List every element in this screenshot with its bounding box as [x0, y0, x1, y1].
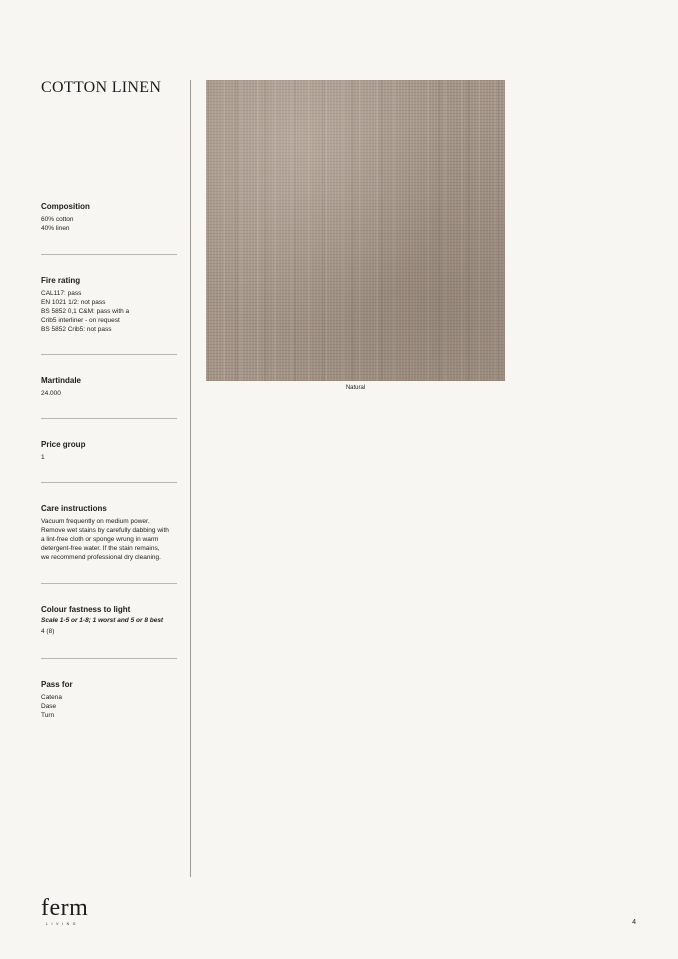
fire-rating-section [41, 276, 177, 334]
care-section [41, 504, 177, 562]
fire-rating-line: BS 5852 Crib5: not pass [41, 326, 112, 333]
fire-rating-line: CAL117: pass [41, 290, 82, 297]
section-divider [41, 354, 177, 355]
section-divider [41, 583, 177, 584]
pass-for-item: Turn [41, 712, 55, 719]
care-heading: Care instructions [41, 504, 107, 513]
martindale-value: 24.000 [41, 390, 61, 397]
pass-for-section [41, 680, 177, 720]
colour-fastness-heading: Colour fastness to light [41, 605, 131, 614]
price-group-section [41, 440, 177, 462]
composition-section [41, 202, 177, 233]
section-divider [41, 254, 177, 255]
pass-for-heading: Pass for [41, 680, 73, 689]
ferm-living-logo [41, 896, 101, 930]
martindale-heading: Martindale [41, 376, 82, 385]
colour-fastness-scale: Scale 1-5 or 1-8; 1 worst and 5 or 8 best [41, 617, 164, 624]
price-group-heading: Price group [41, 440, 86, 449]
logo-wordmark: ferm [41, 895, 89, 921]
pass-for-item: Catena [41, 694, 62, 701]
composition-line: 60% cotton [41, 216, 74, 223]
section-divider [41, 482, 177, 483]
logo-subtitle: LIVING [46, 922, 80, 926]
fire-rating-line: EN 1021 1/2: not pass [41, 299, 106, 306]
care-line: detergent-free water. If the stain remains, [41, 545, 160, 552]
care-line: Remove wet stains by carefully dabbing with [41, 527, 169, 534]
fire-rating-heading: Fire rating [41, 276, 81, 285]
price-group-value: 1 [41, 454, 45, 461]
care-line: Vacuum frequently on medium power. [41, 518, 150, 525]
vertical-divider [190, 80, 191, 877]
composition-heading: Composition [41, 202, 90, 211]
section-divider [41, 658, 177, 659]
composition-line: 40% linen [41, 225, 70, 232]
swatch-caption: Natural [345, 385, 366, 391]
colour-fastness-value: 4 (8) [41, 628, 55, 635]
section-divider [41, 418, 177, 419]
page-number: 4 [632, 919, 636, 926]
care-line: a lint-free cloth or sponge wrung in warm [41, 536, 159, 543]
fabric-swatch-image [206, 80, 505, 381]
pass-for-item: Dase [41, 703, 57, 710]
martindale-section [41, 376, 177, 398]
page-title: COTTON LINEN [41, 79, 162, 96]
fire-rating-line: BS 5852 0,1 C&M: pass with a [41, 308, 130, 315]
fire-rating-line: Crib5 interliner - on request [41, 317, 120, 324]
care-line: we recommend professional dry cleaning. [41, 554, 161, 561]
colour-fastness-section [41, 605, 177, 636]
